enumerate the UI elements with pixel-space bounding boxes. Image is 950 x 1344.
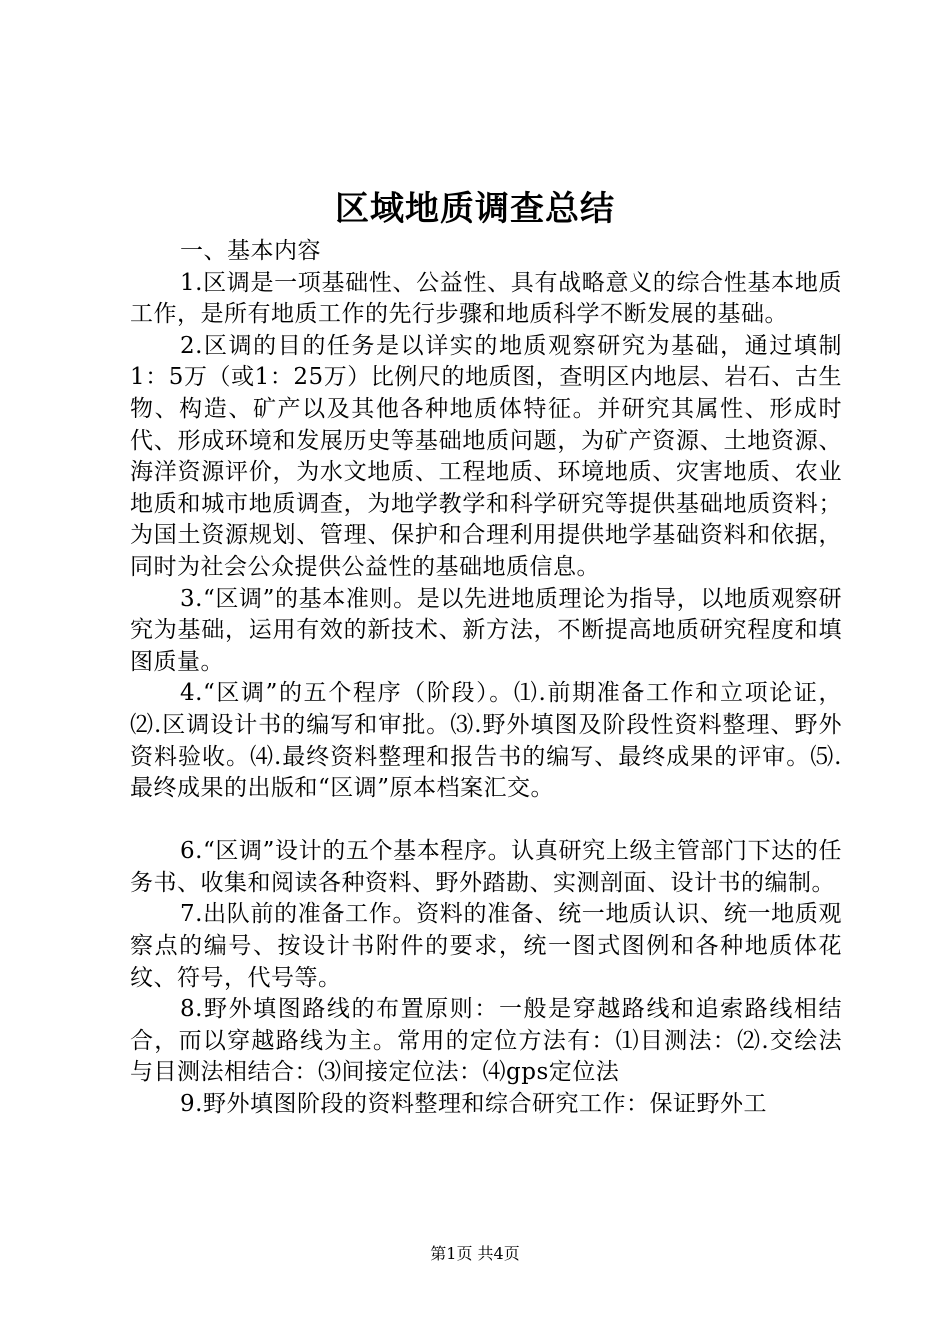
paragraph-2: 2.区调的目的任务是以详实的地质观察研究为基础，通过填制1：5万（或1：25万）比例尺的地质图，查明区内地层、岩石、古生物、构造、矿产以及其他各种地质体特征。并研究其属性、形成时代、形成环境和发展历史等基础地质问题，为矿产资源、土地资源、海洋资源评价，为水文地质、工程地质、环境地质、灾害地质、农业地质和城市地质调查，为地学教学和科学研究等提供基础地质资料；为国土资源规划、管理、保护和合理利用提供地学基础资料和依据，同时为社会公众提供公益性的基础地质信息。 [130,332,842,580]
document-body [130,236,842,1121]
paragraph-6: 6.“区调”设计的五个基本程序。认真研究上级主管部门下达的任务书、收集和阅读各种资料、野外踏勘、实测剖面、设计书的编制。 [130,838,842,896]
page-footer: 第1页 共4页 [430,1244,520,1263]
paragraph-1: 1.区调是一项基础性、公益性、具有战略意义的综合性基本地质工作，是所有地质工作的先行步骤和地质科学不断发展的基础。 [130,269,842,328]
paragraph-8: 8.野外填图路线的布置原则：一般是穿越路线和追索路线相结合，而以穿越路线为主。常用的定位方法有：⑴目测法：⑵.交绘法与目测法相结合：⑶间接定位法：⑷gps定位法 [130,996,842,1086]
paragraph-9: 9.野外填图阶段的资料整理和综合研究工作：保证野外工 [180,1091,767,1118]
paragraph-3: 3.“区调”的基本准则。是以先进地质理论为指导，以地质观察研究为基础，运用有效的新技术、新方法，不断提高地质研究程度和填图质量。 [130,585,842,675]
paragraph-4: 4.“区调”的五个程序（阶段）。⑴.前期准备工作和立项论证，⑵.区调设计书的编写和审批。⑶.野外填图及阶段性资料整理、野外资料验收。⑷.最终资料整理和报告书的编写、最终成果的评审。⑸.最终成果的出版和“区调”原本档案汇交。 [130,680,842,802]
paragraph-7: 7.出队前的准备工作。资料的准备、统一地质认识、统一地质观察点的编号、按设计书附件的要求，统一图式图例和各种地质体花纹、符号，代号等。 [130,901,842,991]
section-heading: 一、基本内容 [180,238,321,264]
document-title: 区域地质调查总结 [335,189,615,229]
